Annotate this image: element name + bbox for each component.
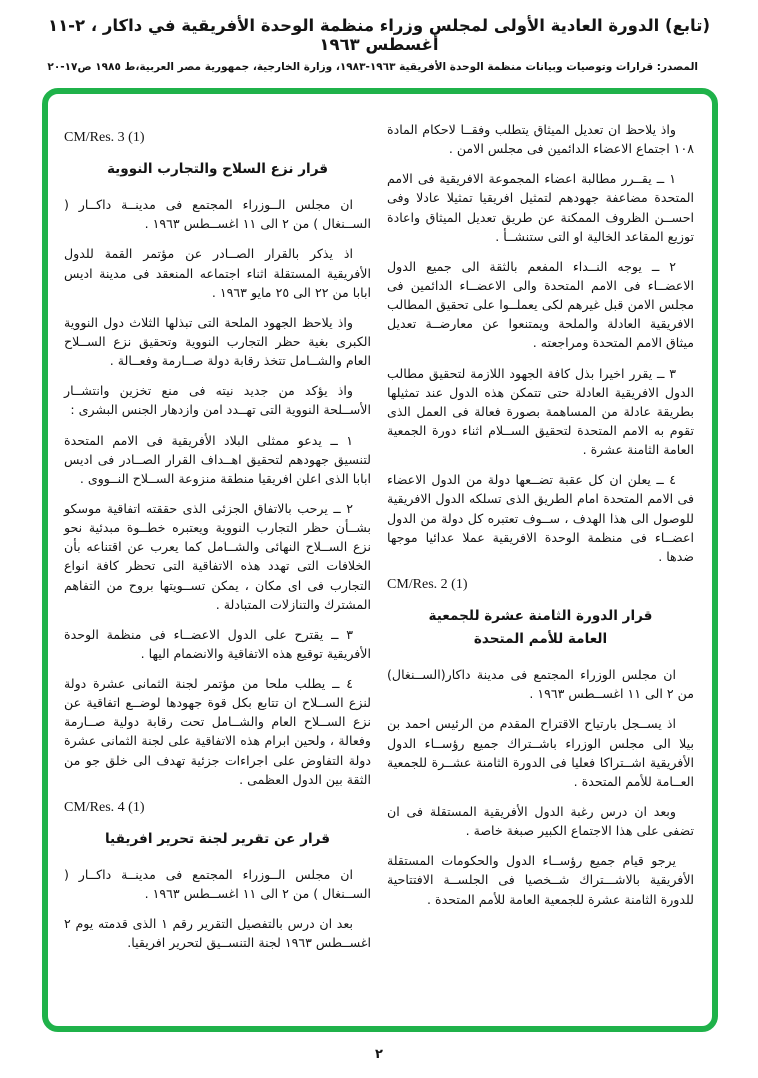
paragraph: ٤ ــ يطلب ملحا من مؤتمر لجنة الثمانى عشرة دولة لنزع الســلاح ان تتابع بكل قوة جهودها لوضــع اتفاقية عن نزع الســلاح العام والشــامل تحت رقابة دولية صــارمة وفعالة ، ولحين ابرام هذه الاتفاقية على لجنة الثمانى عشرة دولة التفاوض على اجراءات جزئية تهدف الى خلق جو من الثقة بين الدول العظمى . — [64, 676, 371, 787]
paragraph: وبعد ان درس رغبة الدول الأفريقية المستقلة فى ان تضفى على هذا الاجتماع الكبير صبغة خاصة . — [387, 804, 694, 839]
paragraph: ان مجلس الوزراء المجتمع فى مدينة داكار(الســنغال) من ٢ الى ١١ اغســطس ١٩٦٣ . — [387, 667, 694, 702]
paragraph: ١ ــ يدعو ممثلى البلاد الأفريقية فى الامم المتحدة لتنسيق جهودهم لتحقيق اهــداف القرار الصــادر فى اديس ابابا الذى اعلن افريقيا منطقة منزوعة الســلاح النــووى . — [64, 432, 371, 486]
paragraph: ٢ ــ يوجه النــداء المفعم بالثقة الى جميع الدول الاعضــاء فى الامم المتحدة والى الاعضــاء الدائمين فى مجلس الامن قبل غيرهم لكى يعملــوا على تحقيق المطالب الافريقية العادلة والملحة ويمتنعوا عن معارضــة تعديل ميثاق الامم المتحدة ومراجعته . — [387, 258, 694, 351]
resolution-label-cm-res-3: CM/Res. 3 (1) — [64, 130, 145, 145]
page-header — [0, 0, 758, 73]
paragraph: ٤ ــ يعلن ان كل عقبة تضــعها دولة من الدول الاعضاء فى الامم المتحدة امام الطريق الذى تسلكه الدول الافريقية للوصول الى هذا الهدف ، ســوف تعتبره كل دولة من الدول اعضــاء فى منظمة الوحدة الافريقية عملا عدائيا موجها ضدها . — [387, 472, 694, 564]
paragraph: اذ يســجل بارتياح الاقتراح المقدم من الرئيس احمد بن بيلا الى مجلس الوزراء باشــتراك جميع رؤســاء الدول الأفريقية اشــتراكا فعليا فى الدورة الثامنة عشــرة للجمعية العــامة للأمم المتحدة . — [387, 716, 694, 789]
page-number: ٢ — [375, 1047, 383, 1062]
resolution-title-line1: قرار الدورة الثامنة عشرة للجمعية — [428, 607, 653, 624]
resolution-title-cm-res-3: قرار نزع السلاح والتجارب النووية — [106, 161, 329, 177]
resolution-title-line2: العامة للأمم المتحدة — [473, 631, 608, 648]
paragraph: ٣ ــ يقترح على الدول الاعضــاء فى منظمة الوحدة الأفريقية توقيع هذه الاتفاقية والانضمام اليها . — [64, 626, 371, 661]
column-right — [387, 120, 694, 1010]
paragraph: ١ ــ يقــرر مطالبة اعضاء المجموعة الافريقية فى الامم المتحدة مضاعفة جهودهم لتمثيل افريقيا تمثيلا عادلا وفى احســن الظروف الممكنة عن طريق تعديل الميثاق واعادة توزيع المقاعد الخالية او التى ستنشــأ . — [387, 171, 694, 244]
content-frame — [42, 88, 718, 1032]
paragraph: ٢ ــ يرحب بالاتفاق الجزئى الذى حققته اتفاقية موسكو بشــأن حظر التجارب النووية ويعتبره خطــوة مبدئية نحو نزع الســلاح النهائى والشــامل كما يعرب عن اقتناعه بأن الخلافات التى تهدد هذه الاتفاقية التى تحظر كافة انواع التجارب فى اى مكان ، يمكن تســويتها بروح من التفاهم المشترك والتنازلات المتبادلة . — [64, 500, 371, 612]
resolution-title-cm-res-4: قرار عن تقرير لجنة تحرير افريقيا — [104, 830, 331, 847]
document-title: (تابع) الدورة العادية الأولى لمجلس وزراء منظمة الوحدة الأفريقية في داكار ، ٢-١١ أغسطس ١٩٦٣ — [48, 16, 710, 54]
paragraph: واذ يلاحظ ان تعديل الميثاق يتطلب وفقــا لاحكام المادة ١٠٨ اجتماع الاعضاء الدائمين فى مجلس الامن . — [387, 122, 694, 157]
resolution-label-cm-res-4: CM/Res. 4 (1) — [64, 799, 145, 815]
resolution-title-cm-res-2 — [387, 605, 694, 651]
source-line: المصدر: قرارات وتوصيات وبيانات منظمة الوحدة الأفريقية ١٩٦٣-١٩٨٣، وزارة الخارجية، جمهورية مصر العربية،ط ١٩٨٥ ص١٧-٢٠ — [47, 61, 698, 73]
paragraph: ان مجلس الــوزراء المجتمع فى مدينــة داكــار ( الســنغال ) من ٢ الى ١١ اغســطس ١٩٦٣ . — [64, 197, 371, 232]
paragraph: واذ يؤكد من جديد نيته فى منع تخزين وانتشــار الأســلحة النووية التى تهــدد امن وازدهار الجنس البشرى : — [64, 383, 371, 418]
paragraph: اذ يذكر بالقرار الصــادر عن مؤتمر القمة للدول الأفريقية المستقلة اثناء اجتماعه المنعقد فى مدينة اديس ابابا من ٢٢ الى ٢٥ مايو ١٩٦٣ . — [64, 246, 371, 300]
paragraph: ان مجلس الــوزراء المجتمع فى مدينــة داكــار ( الســنغال ) من ٢ الى ١١ اغســطس ١٩٦٣ . — [64, 867, 371, 902]
paragraph: ٣ ــ يقرر اخيرا بذل كافة الجهود اللازمة لتحقيق مطالب الدول الافريقية العادلة حتى تتمكن هذه الدول عند تمثيلها بطريقة عادلة من المساهمة بصورة فعالة فى العمل الذى تقوم به الامم المتحدة لتحقيق الســلام اثناء دورة الجمعية العامة الثامنة عشرة . — [387, 365, 694, 458]
resolution-label-cm-res-2: CM/Res. 2 (1) — [387, 576, 468, 592]
column-left — [64, 120, 371, 1010]
two-column-layout — [64, 120, 694, 1010]
paragraph: واذ يلاحظ الجهود الملحة التى تبذلها الثلاث دول النووية الكبرى بغية حظر التجارب النووية وتحقيق نزع الســلاح العام والشــامل تتخذ رقابة دولة صــارمة وفعــالة . — [64, 314, 371, 369]
paragraph: بعد ان درس بالتفصيل التقرير رقم ١ الذى قدمته يوم ٢ اغســطس ١٩٦٣ لجنة التنســيق لتحرير افريقيا. — [64, 916, 371, 951]
paragraph: يرجو قيام جميع رؤســاء الدول والحكومات المستقلة الأفريقية بالاشـــتراك شــخصيا فى الجلســة الافتتاحية للدورة الثامنة عشرة للجمعية العامة للأمم المتحدة . — [387, 853, 694, 907]
